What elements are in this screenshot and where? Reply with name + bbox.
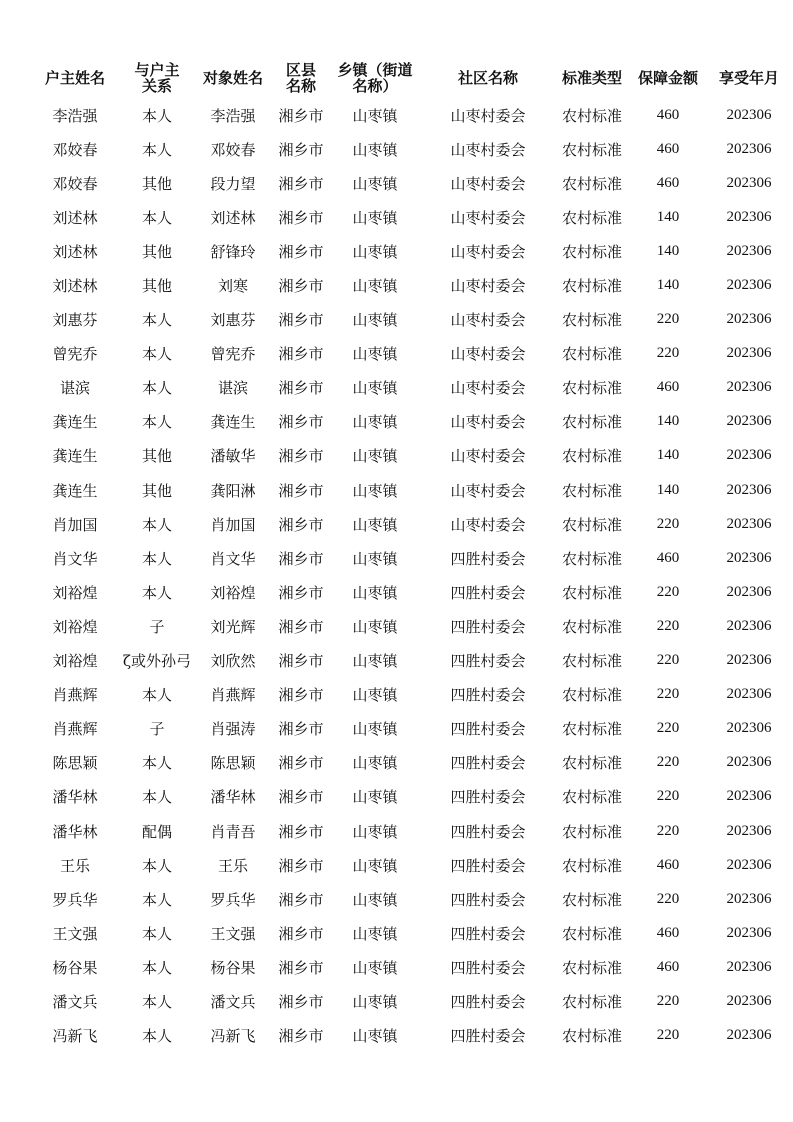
community-cell: 山枣村委会: [450, 447, 526, 466]
amount-cell: 460: [656, 958, 680, 975]
township-cell: 山枣镇: [352, 481, 398, 500]
community-cell: 山枣村委会: [450, 515, 526, 534]
county-cell: 湘乡市: [278, 890, 324, 909]
table-row: [28, 814, 792, 848]
standard-type-cell: 农村标准: [561, 686, 622, 705]
recipient-name-cell: 邓姣春: [210, 140, 256, 159]
period-cell: 202306: [726, 856, 772, 873]
table-header: [28, 58, 792, 98]
relation-cell: 本人: [141, 992, 172, 1011]
period-cell: 202306: [726, 106, 772, 123]
recipient-name-cell: 肖文华: [210, 549, 256, 568]
township-cell: 山枣镇: [352, 583, 398, 602]
relation-cell: 本人: [141, 311, 172, 330]
amount-cell: 460: [656, 379, 680, 396]
community-cell: 山枣村委会: [450, 345, 526, 364]
recipient-name-cell: 陈思颖: [210, 754, 256, 773]
county-cell: 湘乡市: [278, 720, 324, 739]
relation-cell: 本人: [141, 583, 172, 602]
county-cell: 湘乡市: [278, 549, 324, 568]
relation-cell: 配偶: [141, 822, 172, 841]
county-cell: 湘乡市: [278, 686, 324, 705]
period-cell: 202306: [726, 652, 772, 669]
period-cell: 202306: [726, 583, 772, 600]
county-cell: 湘乡市: [278, 413, 324, 432]
standard-type-cell: 农村标准: [561, 549, 622, 568]
standard-type-cell: 农村标准: [561, 822, 622, 841]
township-cell: 山枣镇: [352, 788, 398, 807]
recipient-name-cell: 罗兵华: [210, 890, 256, 909]
township-cell: 山枣镇: [352, 958, 398, 977]
recipient-name-cell: 刘述林: [210, 208, 256, 227]
recipient-name-cell: 刘寒: [217, 277, 248, 296]
relation-cell: 本人: [141, 890, 172, 909]
period-cell: 202306: [726, 174, 772, 191]
amount-cell: 220: [656, 788, 680, 805]
table-row: [28, 166, 792, 200]
household-head-cell: 王乐: [59, 856, 90, 875]
household-head-cell: 刘裕煌: [52, 583, 98, 602]
relation-cell: ζ或外孙弓: [122, 652, 192, 671]
amount-cell: 220: [656, 617, 680, 634]
household-head-cell: 肖文华: [52, 549, 98, 568]
recipient-name-cell: 刘惠芬: [210, 311, 256, 330]
period-cell: 202306: [726, 208, 772, 225]
county-cell: 湘乡市: [278, 242, 324, 261]
period-cell: 202306: [726, 515, 772, 532]
township-cell: 山枣镇: [352, 379, 398, 398]
period-cell: 202306: [726, 413, 772, 430]
table-row: [28, 712, 792, 746]
community-cell: 四胜村委会: [450, 1027, 526, 1046]
amount-cell: 220: [656, 992, 680, 1009]
period-cell: 202306: [726, 1027, 772, 1044]
amount-cell: 460: [656, 140, 680, 157]
amount-cell: 140: [656, 481, 680, 498]
table-row: [28, 405, 792, 439]
relation-cell: 本人: [141, 208, 172, 227]
period-cell: 202306: [726, 958, 772, 975]
township-cell: 山枣镇: [352, 413, 398, 432]
table-row: [28, 473, 792, 507]
recipient-name-cell: 杨谷果: [210, 958, 256, 977]
county-cell: 湘乡市: [278, 924, 324, 943]
table-row: [28, 1019, 792, 1053]
amount-cell: 220: [656, 754, 680, 771]
household-head-cell: 邓姣春: [52, 174, 98, 193]
relation-cell: 本人: [141, 106, 172, 125]
table-row: [28, 950, 792, 984]
period-cell: 202306: [726, 788, 772, 805]
table-row: [28, 984, 792, 1018]
community-cell: 四胜村委会: [450, 924, 526, 943]
amount-cell: 140: [656, 277, 680, 294]
standard-type-cell: 农村标准: [561, 447, 622, 466]
township-cell: 山枣镇: [352, 890, 398, 909]
household-head-cell: 刘述林: [52, 242, 98, 261]
table-row: [28, 439, 792, 473]
amount-cell: 220: [656, 583, 680, 600]
household-head-cell: 肖燕辉: [52, 686, 98, 705]
recipient-name-cell: 刘裕煌: [210, 583, 256, 602]
standard-type-cell: 农村标准: [561, 958, 622, 977]
household-head-cell: 潘华林: [52, 788, 98, 807]
table-row: [28, 371, 792, 405]
household-head-cell: 曾宪乔: [52, 345, 98, 364]
county-cell: 湘乡市: [278, 992, 324, 1011]
standard-type-cell: 农村标准: [561, 890, 622, 909]
amount-cell: 220: [656, 890, 680, 907]
county-cell: 湘乡市: [278, 277, 324, 296]
household-head-cell: 王文强: [52, 924, 98, 943]
col-head-community: 社区名称: [457, 69, 518, 87]
table-row: [28, 200, 792, 234]
table-row: [28, 234, 792, 268]
county-cell: 湘乡市: [278, 515, 324, 534]
relation-cell: 本人: [141, 379, 172, 398]
period-cell: 202306: [726, 890, 772, 907]
household-head-cell: 冯新飞: [52, 1027, 98, 1046]
community-cell: 四胜村委会: [450, 856, 526, 875]
community-cell: 山枣村委会: [450, 242, 526, 261]
table-row: [28, 507, 792, 541]
table-body: [28, 98, 792, 1053]
household-head-cell: 龚连生: [52, 447, 98, 466]
county-cell: 湘乡市: [278, 958, 324, 977]
recipient-name-cell: 龚连生: [210, 413, 256, 432]
community-cell: 山枣村委会: [450, 208, 526, 227]
county-cell: 湘乡市: [278, 822, 324, 841]
relation-cell: 其他: [141, 447, 172, 466]
standard-type-cell: 农村标准: [561, 345, 622, 364]
relation-cell: 本人: [141, 788, 172, 807]
county-cell: 湘乡市: [278, 174, 324, 193]
standard-type-cell: 农村标准: [561, 720, 622, 739]
county-cell: 湘乡市: [278, 106, 324, 125]
table-row: [28, 98, 792, 132]
table-row: [28, 780, 792, 814]
table-row: [28, 132, 792, 166]
county-cell: 湘乡市: [278, 379, 324, 398]
community-cell: 四胜村委会: [450, 549, 526, 568]
standard-type-cell: 农村标准: [561, 481, 622, 500]
recipient-name-cell: 王乐: [217, 856, 248, 875]
county-cell: 湘乡市: [278, 617, 324, 636]
table-row: [28, 609, 792, 643]
county-cell: 湘乡市: [278, 481, 324, 500]
standard-type-cell: 农村标准: [561, 652, 622, 671]
period-cell: 202306: [726, 481, 772, 498]
amount-cell: 460: [656, 549, 680, 566]
amount-cell: 220: [656, 652, 680, 669]
household-head-cell: 刘述林: [52, 208, 98, 227]
township-cell: 山枣镇: [352, 208, 398, 227]
township-cell: 山枣镇: [352, 1027, 398, 1046]
standard-type-cell: 农村标准: [561, 788, 622, 807]
standard-type-cell: 农村标准: [561, 856, 622, 875]
period-cell: 202306: [726, 924, 772, 941]
county-cell: 湘乡市: [278, 583, 324, 602]
period-cell: 202306: [726, 549, 772, 566]
household-head-cell: 谌滨: [59, 379, 90, 398]
township-cell: 山枣镇: [352, 856, 398, 875]
standard-type-cell: 农村标准: [561, 617, 622, 636]
community-cell: 山枣村委会: [450, 379, 526, 398]
amount-cell: 140: [656, 208, 680, 225]
standard-type-cell: 农村标准: [561, 277, 622, 296]
amount-cell: 220: [656, 720, 680, 737]
township-cell: 山枣镇: [352, 345, 398, 364]
table-row: [28, 268, 792, 302]
relation-cell: 本人: [141, 686, 172, 705]
col-head-amount: 保障金额: [637, 69, 698, 87]
recipient-name-cell: 段力望: [210, 174, 256, 193]
community-cell: 山枣村委会: [450, 413, 526, 432]
period-cell: 202306: [726, 242, 772, 259]
col-head-township: 乡镇（街道 名称）: [337, 61, 413, 95]
relation-cell: 本人: [141, 549, 172, 568]
household-head-cell: 杨谷果: [52, 958, 98, 977]
community-cell: 四胜村委会: [450, 890, 526, 909]
relation-cell: 子: [149, 617, 165, 636]
community-cell: 四胜村委会: [450, 617, 526, 636]
period-cell: 202306: [726, 345, 772, 362]
recipient-name-cell: 肖加国: [210, 515, 256, 534]
recipient-name-cell: 肖燕辉: [210, 686, 256, 705]
period-cell: 202306: [726, 379, 772, 396]
table-row: [28, 678, 792, 712]
community-cell: 山枣村委会: [450, 140, 526, 159]
amount-cell: 220: [656, 345, 680, 362]
col-head-recipient-name: 对象姓名: [202, 69, 263, 87]
household-head-cell: 李浩强: [52, 106, 98, 125]
township-cell: 山枣镇: [352, 822, 398, 841]
community-cell: 四胜村委会: [450, 720, 526, 739]
township-cell: 山枣镇: [352, 242, 398, 261]
household-head-cell: 陈思颖: [52, 754, 98, 773]
amount-cell: 220: [656, 1027, 680, 1044]
recipient-name-cell: 曾宪乔: [210, 345, 256, 364]
township-cell: 山枣镇: [352, 311, 398, 330]
township-cell: 山枣镇: [352, 140, 398, 159]
period-cell: 202306: [726, 140, 772, 157]
recipient-name-cell: 刘欣然: [210, 652, 256, 671]
standard-type-cell: 农村标准: [561, 140, 622, 159]
county-cell: 湘乡市: [278, 345, 324, 364]
amount-cell: 460: [656, 924, 680, 941]
period-cell: 202306: [726, 617, 772, 634]
household-head-cell: 罗兵华: [52, 890, 98, 909]
county-cell: 湘乡市: [278, 652, 324, 671]
relation-cell: 本人: [141, 345, 172, 364]
standard-type-cell: 农村标准: [561, 106, 622, 125]
period-cell: 202306: [726, 311, 772, 328]
recipient-name-cell: 谌滨: [217, 379, 248, 398]
recipient-name-cell: 王文强: [210, 924, 256, 943]
table-row: [28, 848, 792, 882]
relation-cell: 其他: [141, 174, 172, 193]
household-head-cell: 潘华林: [52, 822, 98, 841]
table-row: [28, 644, 792, 678]
standard-type-cell: 农村标准: [561, 754, 622, 773]
county-cell: 湘乡市: [278, 208, 324, 227]
relation-cell: 其他: [141, 277, 172, 296]
relation-cell: 本人: [141, 515, 172, 534]
household-head-cell: 龚连生: [52, 481, 98, 500]
standard-type-cell: 农村标准: [561, 242, 622, 261]
community-cell: 四胜村委会: [450, 754, 526, 773]
community-cell: 四胜村委会: [450, 686, 526, 705]
recipient-name-cell: 潘文兵: [210, 992, 256, 1011]
county-cell: 湘乡市: [278, 1027, 324, 1046]
household-head-cell: 刘述林: [52, 277, 98, 296]
standard-type-cell: 农村标准: [561, 515, 622, 534]
community-cell: 山枣村委会: [450, 481, 526, 500]
period-cell: 202306: [726, 754, 772, 771]
township-cell: 山枣镇: [352, 277, 398, 296]
county-cell: 湘乡市: [278, 788, 324, 807]
township-cell: 山枣镇: [352, 106, 398, 125]
amount-cell: 220: [656, 515, 680, 532]
county-cell: 湘乡市: [278, 140, 324, 159]
relation-cell: 本人: [141, 958, 172, 977]
col-head-county: 区县 名称: [285, 61, 316, 95]
township-cell: 山枣镇: [352, 686, 398, 705]
standard-type-cell: 农村标准: [561, 924, 622, 943]
table-row: [28, 575, 792, 609]
township-cell: 山枣镇: [352, 924, 398, 943]
period-cell: 202306: [726, 992, 772, 1009]
recipient-name-cell: 潘敏华: [210, 447, 256, 466]
household-head-cell: 龚连生: [52, 413, 98, 432]
period-cell: 202306: [726, 822, 772, 839]
recipient-name-cell: 肖强涛: [210, 720, 256, 739]
recipient-name-cell: 刘光辉: [210, 617, 256, 636]
community-cell: 山枣村委会: [450, 106, 526, 125]
standard-type-cell: 农村标准: [561, 1027, 622, 1046]
period-cell: 202306: [726, 720, 772, 737]
recipient-name-cell: 李浩强: [210, 106, 256, 125]
standard-type-cell: 农村标准: [561, 992, 622, 1011]
township-cell: 山枣镇: [352, 992, 398, 1011]
amount-cell: 460: [656, 174, 680, 191]
standard-type-cell: 农村标准: [561, 379, 622, 398]
standard-type-cell: 农村标准: [561, 311, 622, 330]
county-cell: 湘乡市: [278, 447, 324, 466]
relation-cell: 子: [149, 720, 165, 739]
township-cell: 山枣镇: [352, 720, 398, 739]
township-cell: 山枣镇: [352, 174, 398, 193]
recipient-name-cell: 舒锋玲: [210, 242, 256, 261]
community-cell: 山枣村委会: [450, 311, 526, 330]
community-cell: 四胜村委会: [450, 958, 526, 977]
standard-type-cell: 农村标准: [561, 174, 622, 193]
amount-cell: 460: [656, 106, 680, 123]
table-row: [28, 746, 792, 780]
period-cell: 202306: [726, 277, 772, 294]
household-head-cell: 邓姣春: [52, 140, 98, 159]
relation-cell: 本人: [141, 1027, 172, 1046]
county-cell: 湘乡市: [278, 754, 324, 773]
col-head-standard-type: 标准类型: [561, 69, 622, 87]
recipient-name-cell: 龚阳淋: [210, 481, 256, 500]
amount-cell: 220: [656, 686, 680, 703]
recipient-name-cell: 冯新飞: [210, 1027, 256, 1046]
col-head-relation: 与户主 关系: [134, 61, 180, 95]
relation-cell: 本人: [141, 413, 172, 432]
community-cell: 四胜村委会: [450, 822, 526, 841]
amount-cell: 460: [656, 856, 680, 873]
amount-cell: 220: [656, 822, 680, 839]
community-cell: 山枣村委会: [450, 174, 526, 193]
household-head-cell: 刘裕煌: [52, 617, 98, 636]
table-row: [28, 303, 792, 337]
household-head-cell: 肖加国: [52, 515, 98, 534]
relation-cell: 其他: [141, 242, 172, 261]
township-cell: 山枣镇: [352, 549, 398, 568]
relation-cell: 本人: [141, 924, 172, 943]
period-cell: 202306: [726, 447, 772, 464]
community-cell: 四胜村委会: [450, 583, 526, 602]
table-row: [28, 916, 792, 950]
standard-type-cell: 农村标准: [561, 208, 622, 227]
household-head-cell: 潘文兵: [52, 992, 98, 1011]
table-row: [28, 541, 792, 575]
township-cell: 山枣镇: [352, 515, 398, 534]
relation-cell: 本人: [141, 754, 172, 773]
amount-cell: 220: [656, 311, 680, 328]
household-head-cell: 刘惠芬: [52, 311, 98, 330]
township-cell: 山枣镇: [352, 617, 398, 636]
period-cell: 202306: [726, 686, 772, 703]
household-head-cell: 肖燕辉: [52, 720, 98, 739]
col-head-period: 享受年月: [718, 69, 779, 87]
county-cell: 湘乡市: [278, 856, 324, 875]
community-cell: 四胜村委会: [450, 788, 526, 807]
header-row: [28, 58, 792, 98]
standard-type-cell: 农村标准: [561, 413, 622, 432]
township-cell: 山枣镇: [352, 652, 398, 671]
relation-cell: 本人: [141, 856, 172, 875]
community-cell: 山枣村委会: [450, 277, 526, 296]
relation-cell: 其他: [141, 481, 172, 500]
table-row: [28, 882, 792, 916]
standard-type-cell: 农村标准: [561, 583, 622, 602]
community-cell: 四胜村委会: [450, 652, 526, 671]
amount-cell: 140: [656, 242, 680, 259]
relation-cell: 本人: [141, 140, 172, 159]
relief-roster-table: [28, 58, 792, 1053]
amount-cell: 140: [656, 447, 680, 464]
community-cell: 四胜村委会: [450, 992, 526, 1011]
county-cell: 湘乡市: [278, 311, 324, 330]
recipient-name-cell: 肖青吾: [210, 822, 256, 841]
amount-cell: 140: [656, 413, 680, 430]
col-head-household-name: 户主姓名: [44, 69, 105, 87]
township-cell: 山枣镇: [352, 447, 398, 466]
table-row: [28, 337, 792, 371]
township-cell: 山枣镇: [352, 754, 398, 773]
recipient-name-cell: 潘华林: [210, 788, 256, 807]
household-head-cell: 刘裕煌: [52, 652, 98, 671]
